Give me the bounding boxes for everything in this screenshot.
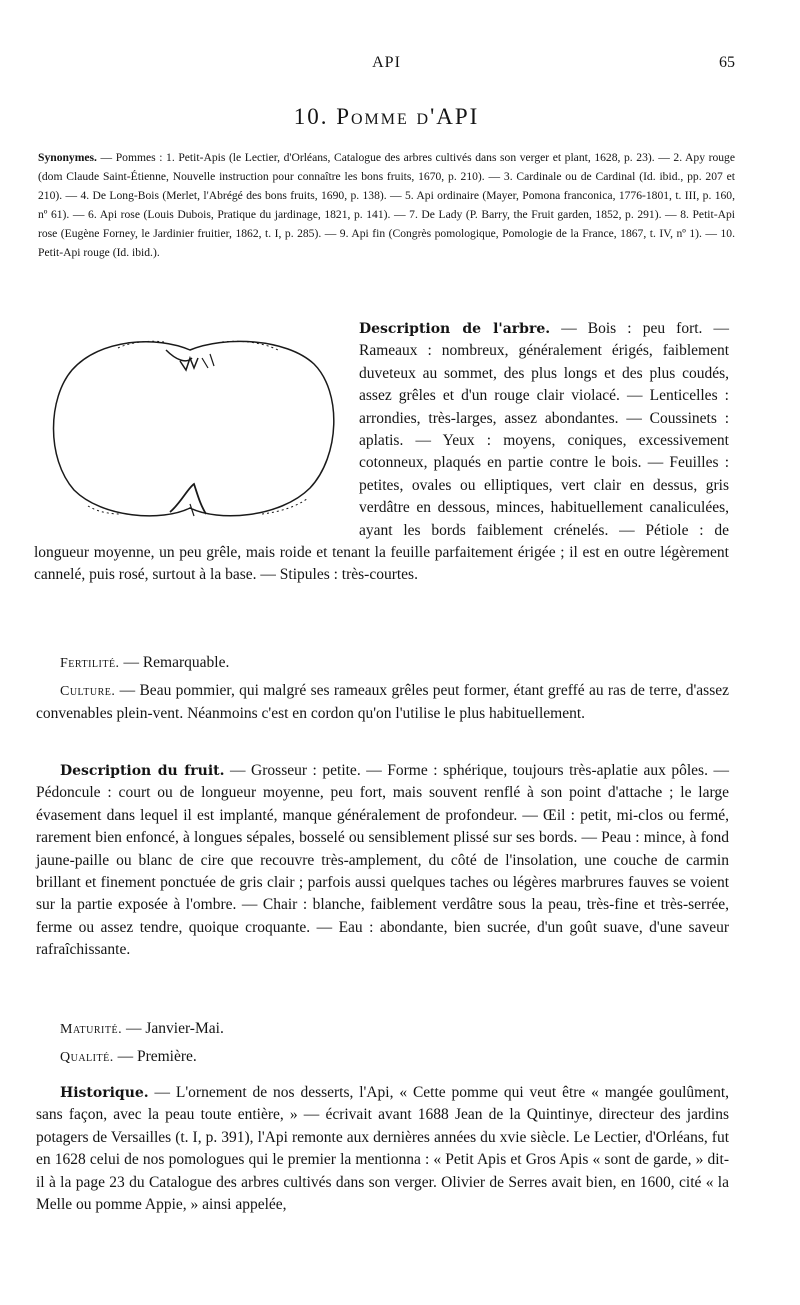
running-head — [38, 54, 735, 76]
fertility-paragraph — [36, 652, 729, 675]
tree-description-text: — Bois : peu fort. — Rameaux : nombreux, généralement érigés, faiblement duveteux au sommet, des plus longs et des plus coudés, assez grêles et d'un rouge clair violacé. — Lenticelles : arrondies, très-larges, assez abondantes. — Coussinets : aplatis. — Yeux : moyens, coniques, excessivement cotonneux, plaqués en partie contre le bois. — Feuilles : petites, ovales ou elliptiques, vert clair en dessus, gris verdâtre en dessous, minces, habituellement canaliculées, ayant les bords faiblement crénelés. — Pétiole : de longueur moyenne, un peu grêle, mais roide et tenant la feuille parfaitement érigée ; il est en outre légèrement cannelé, puis rosé, surtout à la base. — Stipules : très-courtes. — [34, 320, 730, 584]
synonyms-paragraph — [38, 148, 735, 262]
quality-paragraph — [36, 1046, 729, 1069]
fruit-description-text: — Grosseur : petite. — Forme : sphérique, toujours très-aplatie aux pôles. — Pédoncule : court ou de longueur moyenne, peu fort, mais souvent renflé à son point d'attache ; le large évasement dans lequel il est implanté, manque généralement de profondeur. — Œil : petit, mi-clos ou fermé, rarement bien enfoncé, à longues sépales, bosselé ou sensiblement plissé sur ses bords. — Peau : mince, à fond jaune-paille ou blanc de cire que recouvre très-amplement, du côté de l'insolation, une couche de carmin brillant et finement ponctuée de gris clair ; parfois aussi quelques taches ou légères marbrures fauves se voient sur la partie exposée à l'ombre. — Chair : blanche, faiblement verdâtre sous la peau, très-fine et très-serrée, ferme ou assez tendre, quoique croquante. — Eau : abondante, bien sucrée, d'un goût suave, d'une saveur rafraîchissante. — [36, 762, 729, 959]
maturity-label: Maturité. — [60, 1022, 123, 1037]
quality-label: Qualité. — [60, 1050, 114, 1065]
quality-text: — Première. — [117, 1048, 197, 1065]
history-label: Historique. — [60, 1085, 149, 1101]
fertility-text: — Remarquable. — [123, 654, 230, 671]
tree-description-label: Description de l'arbre. — [359, 321, 551, 337]
page-number: 65 — [719, 54, 735, 71]
fruit-description — [36, 760, 729, 962]
history-text: — L'ornement de nos desserts, l'Api, « Cette pomme qui veut être « mangée goulûment, sans façon, avec la peau toute entière, » — écrivait avant 1688 Jean de la Quintinye, directeur des jardins potagers de Versailles (t. I, p. 391), l'Api remonte aux dernières années du xvie siècle. Le Lectier, d'Orléans, fut en 1628 celui de nos pomologues qui le premier la mentionna : « Petit Apis et Gros Apis « sont de garde, » dit-il à la page 23 du Catalogue des arbres cultivés dans son verger. Olivier de Serres avait bien, en 1600, cité « la Melle ou pomme Appie, » ainsi appelée, — [36, 1084, 729, 1214]
synonyms-text: — Pommes : 1. Petit-Apis (le Lectier, d'Orléans, Catalogue des arbres cultivés dans son verger et plant, 1628, p. 23). — 2. Apy rouge (dom Claude Saint-Étienne, Nouvelle instruction pour connaître les bons fruits, 1670, p. 210). — 3. Cardinale ou de Cardinal (Id. ibid., pp. 207 et 210). — 4. De Long-Bois (Merlet, l'Abrégé des bons fruits, 1690, p. 138). — 5. Api ordinaire (Mayer, Pomona franconica, 1776-1801, t. III, p. 160, nº 61). — 6. Api rose (Louis Dubois, Pratique du jardinage, 1821, p. 141). — 7. De Lady (P. Barry, the Fruit garden, 1852, p. 291). — 8. Petit-Api rose (Eugène Forney, le Jardinier fruitier, 1862, t. I, p. 285). — 9. Api fin (Congrès pomologique, Pomologie de la France, 1867, t. IV, nº 1). — 10. Petit-Api rouge (Id. ibid.). — [38, 151, 735, 259]
culture-label: Culture. — [60, 684, 116, 699]
fruit-description-label: Description du fruit. — [60, 763, 225, 779]
synonyms-label: Synonymes. — [38, 151, 97, 164]
title-number: 10. — [293, 104, 329, 129]
maturity-paragraph — [36, 1018, 729, 1041]
culture-text: — Beau pommier, qui malgré ses rameaux grêles peut former, étant greffé au ras de terre, d'assez convenables plein-vent. Néanmoins c'est en cordon qu'on l'utilise le plus habituellement. — [36, 682, 729, 723]
fertility-label: Fertilité. — [60, 656, 120, 671]
title-name: Pomme d'API — [336, 104, 480, 129]
page-title — [38, 104, 735, 130]
running-title: API — [372, 54, 401, 71]
maturity-text: — Janvier-Mai. — [125, 1020, 224, 1037]
history-paragraph — [36, 1082, 729, 1216]
tree-description — [34, 318, 729, 587]
culture-paragraph — [36, 680, 729, 726]
